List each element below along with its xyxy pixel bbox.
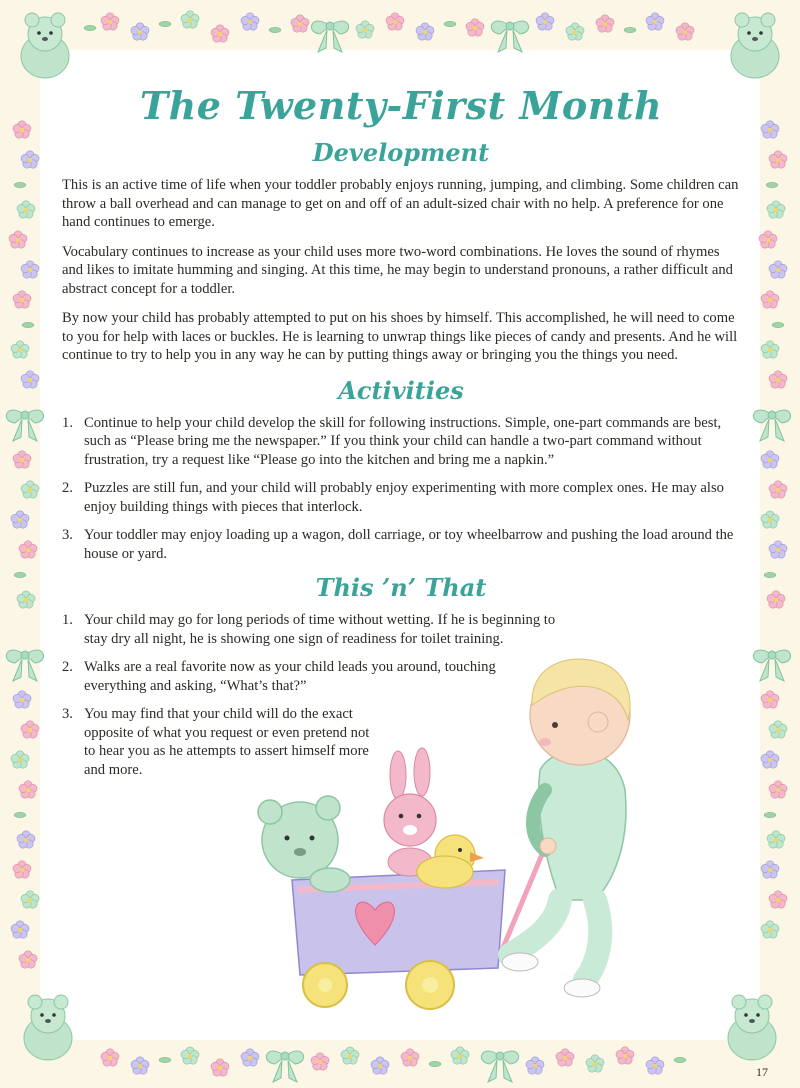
this-n-that-heading: This ’n’ That — [315, 573, 487, 602]
page-title: The Twenty-First Month — [139, 83, 663, 128]
list-item — [62, 611, 740, 648]
list-item-number: 2. — [62, 659, 73, 675]
list-item — [62, 479, 740, 516]
development-paragraph-2: Vocabulary continues to increase as your child uses more two-word combinations. He loves the sound of rhymes and likes to imitate humming and singing. At this time, he may begin to understand pronouns, a rather difficult and abstract concept for a toddler. — [62, 243, 733, 297]
list-item-text: Your child may go for long periods of time without wetting. If he is beginning to stay dry all night, he is showing one sign of readiness for toilet training. — [84, 612, 556, 647]
list-item — [62, 526, 740, 563]
activities-list — [62, 414, 740, 564]
development-paragraph-3: By now your child has probably attempted to put on his shoes by himself. This accomplished, he will need to come to you for help with laces or buckles. He is learning to unwrap things like pieces of candy and presents. And he will continue to try to help you in any way he can by putting things away or bringing you the things you need. — [62, 310, 738, 363]
development-heading: Development — [312, 138, 490, 167]
this-n-that-list — [62, 611, 740, 779]
list-item-text: Puzzles are still fun, and your child will probably enjoy experimenting with more complex ones. He may also enjoy building things with pieces that interlock. — [84, 480, 724, 515]
activities-heading: Activities — [338, 375, 464, 405]
list-item-number: 2. — [62, 480, 73, 496]
list-item — [62, 414, 740, 470]
list-item-text: You may find that your child will do the exact opposite of what you request or even pretend not to hear you as he attempts to assert himself more and more. — [84, 706, 370, 778]
list-item-number: 3. — [62, 706, 73, 722]
list-item-text: Your toddler may enjoy loading up a wagon, doll carriage, or toy wheelbarrow and pushing the load around the house or yard. — [84, 527, 734, 562]
page-content — [62, 82, 740, 789]
list-item — [62, 705, 740, 779]
development-paragraph-1: This is an active time of life when your toddler probably enjoys running, jumping, and climbing. Some children can throw a ball overhead and can manage to get on and off of an adult-sized chair with no help. A preference for one hand continues to emerge. — [62, 177, 739, 230]
this-n-that-section — [62, 573, 740, 779]
list-item-number: 1. — [62, 612, 73, 628]
list-item-text: Continue to help your child develop the skill for following instructions. Simple, one-part commands are best, such as “Please bring me the newspaper.” If you think your child can handle a two-part command without frustration, try a request like “Please go into the kitchen and bring me a napkin.” — [84, 414, 722, 468]
page-number: 17 — [756, 1065, 768, 1079]
list-item — [62, 658, 740, 695]
list-item-number: 1. — [62, 414, 73, 431]
list-item-text: Walks are a real favorite now as your child leads you around, touching everything and asking, “What’s that?” — [84, 659, 496, 694]
list-item-number: 3. — [62, 527, 73, 543]
development-section — [62, 138, 740, 365]
activities-section — [62, 376, 740, 564]
